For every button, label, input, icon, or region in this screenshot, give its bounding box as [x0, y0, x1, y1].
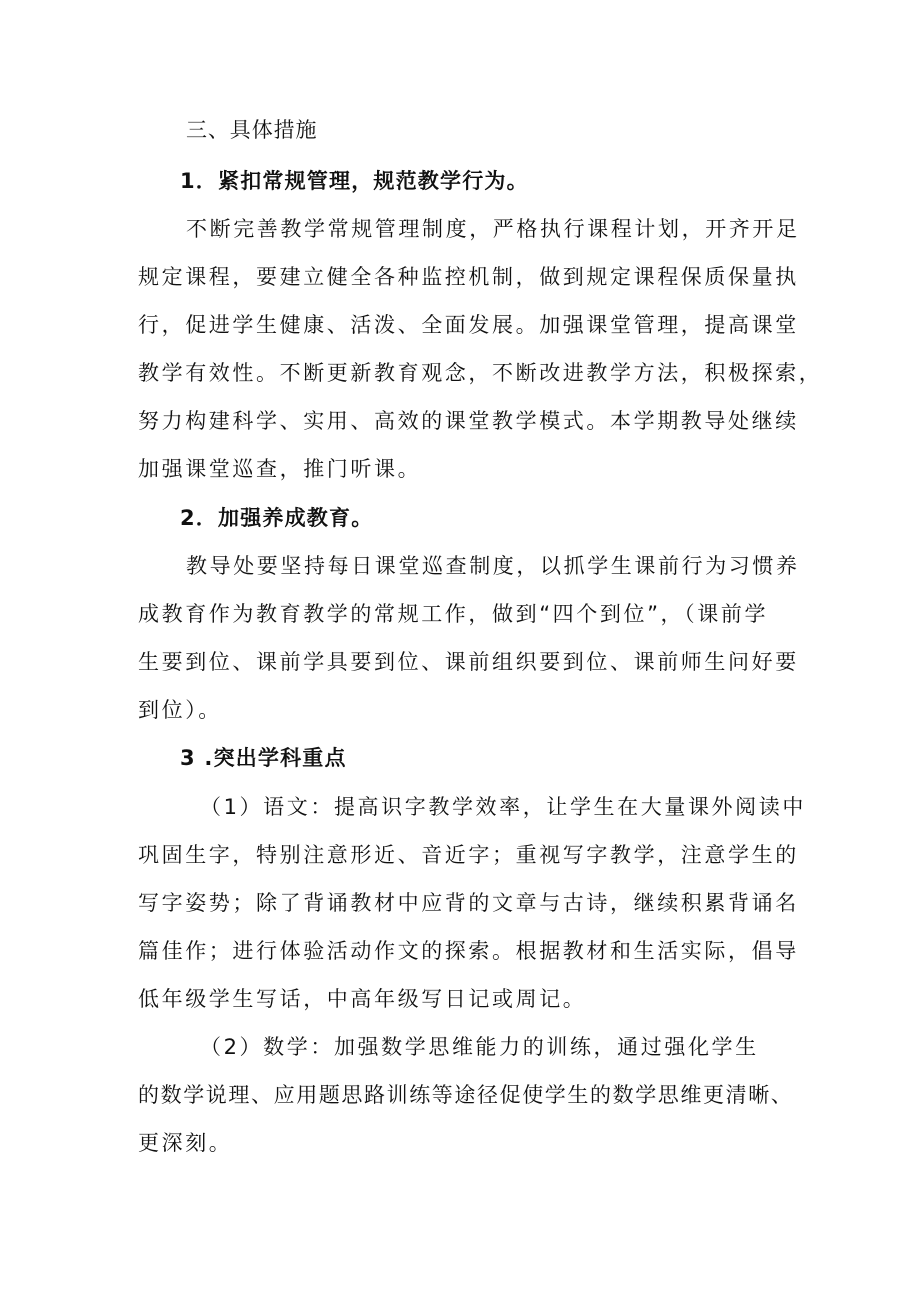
- item1-line: 努力构建科学、实用、高效的课堂教学模式。本学期教导处继续: [138, 409, 799, 433]
- item2-line: 教导处要坚持每日课堂巡查制度，以抓学生课前行为习惯养: [186, 554, 800, 578]
- item2-line: 生要到位、课前学具要到位、课前组织要到位、课前师生问好要: [138, 650, 799, 674]
- item3-chinese-line: （1）语文：提高识字教学效率，让学生在大量课外阅读中: [200, 795, 806, 819]
- item3-chinese-line: 篇佳作；进行体验活动作文的探索。根据教材和生活实际，倡导: [138, 939, 799, 963]
- item3-chinese-line: 巩固生字，特别注意形近、音近字；重视写字教学，注意学生的: [138, 843, 799, 867]
- item1-line: 加强课堂巡查，推门听课。: [138, 457, 422, 481]
- item1-line: 规定课程，要建立健全各种监控机制，做到规定课程保质保量执: [138, 265, 799, 289]
- item2-line: 到位）。: [138, 698, 222, 722]
- item3-math-line: 的数学说理、应用题思路训练等途径促使学生的数学思维更清晰、: [138, 1083, 794, 1107]
- item1-line: 不断完善教学常规管理制度，严格执行课程计划，开齐开足: [186, 217, 800, 241]
- section-title: 三、具体措施: [186, 118, 318, 142]
- item1-line: 行，促进学生健康、活泼、全面发展。加强课堂管理，提高课堂: [138, 313, 799, 337]
- item3-chinese-line: 写字姿势；除了背诵教材中应背的文章与古诗，继续积累背诵名: [138, 891, 799, 915]
- item1-line: 教学有效性。不断更新教育观念，不断改进教学方法，积极探索，: [138, 361, 823, 385]
- item2-heading: 2．加强养成教育。: [180, 506, 374, 530]
- item3-math-line: 更深刻。: [138, 1131, 233, 1155]
- item3-heading: 3 .突出学科重点: [180, 746, 347, 770]
- item3-math-line: （2）数学：加强数学思维能力的训练，通过强化学生: [200, 1035, 759, 1059]
- item3-chinese-line: 低年级学生写话，中高年级写日记或周记。: [138, 987, 587, 1011]
- item2-line: 成教育作为教育教学的常规工作，做到“四个到位”，（课前学: [138, 602, 769, 626]
- item1-heading: 1．紧扣常规管理，规范教学行为。: [180, 169, 529, 193]
